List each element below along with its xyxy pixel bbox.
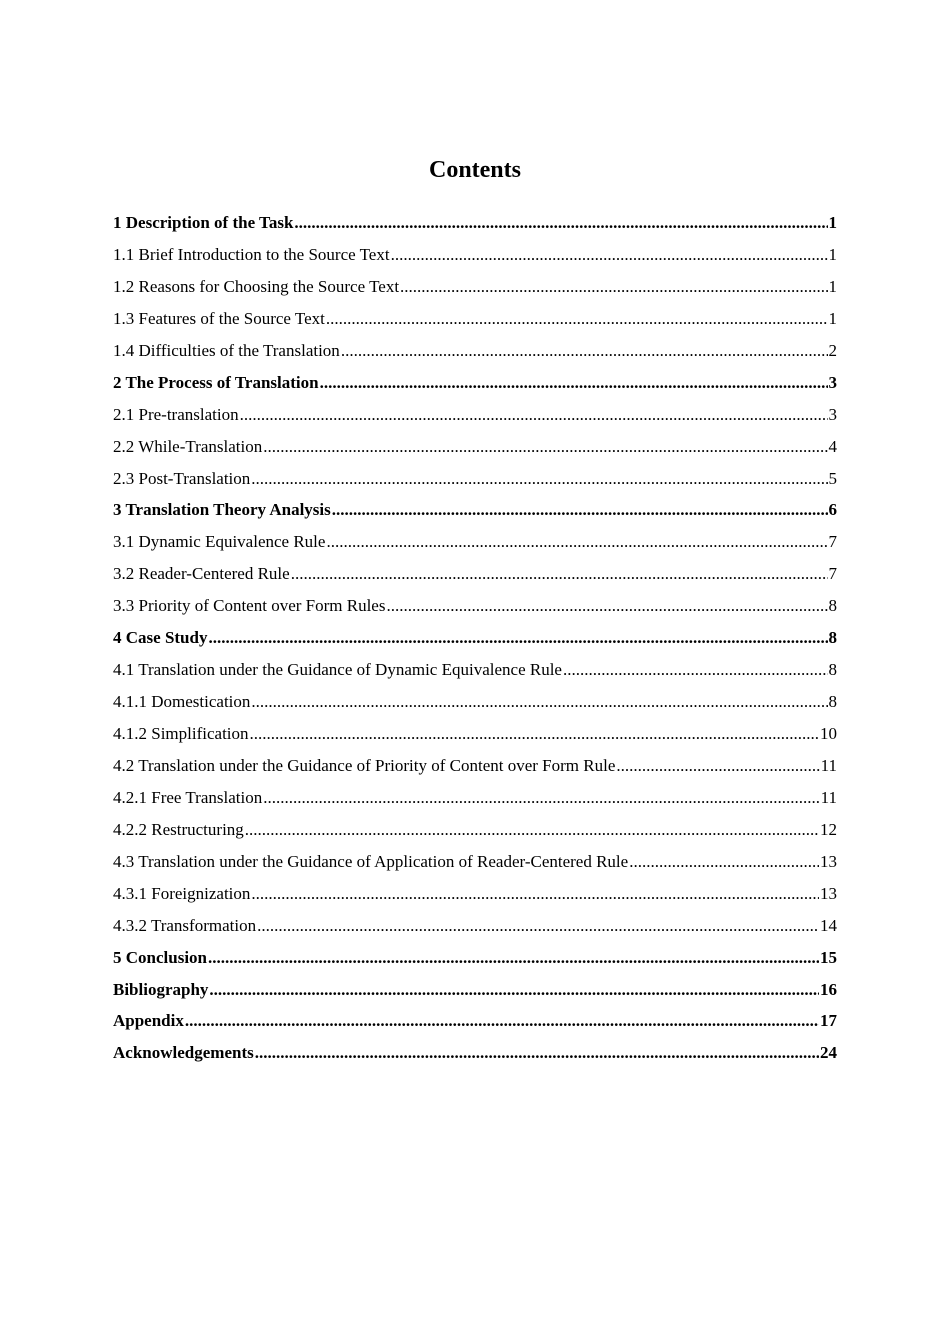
toc-entry-page-number: 12: [820, 819, 837, 839]
toc-entry[interactable]: [113, 1005, 837, 1037]
toc-entry[interactable]: [113, 814, 837, 846]
toc-entry-label: 4.3.1 Foreignization: [113, 883, 251, 903]
toc-entry[interactable]: [113, 207, 837, 239]
toc-entry-label: 1.4 Difficulties of the Translation: [113, 340, 340, 360]
toc-entry-label: 2.2 While-Translation: [113, 436, 263, 456]
toc-dot-leader: [616, 750, 819, 782]
toc-dot-leader: [400, 271, 827, 303]
toc-dot-leader: [294, 207, 827, 239]
toc-entry[interactable]: [113, 335, 837, 367]
toc-entry-page-number: 10: [820, 724, 837, 743]
toc-entry-label: 1.1 Brief Introduction to the Source Text: [113, 244, 390, 264]
toc-dot-leader: [291, 558, 828, 590]
toc-entry-page-number: 14: [820, 915, 837, 935]
toc-entry-page-number: 3: [828, 372, 837, 392]
toc-entry[interactable]: [113, 526, 837, 558]
toc-entry[interactable]: [113, 750, 837, 782]
toc-entry[interactable]: [113, 239, 837, 271]
toc-entry-page-number: 1: [828, 244, 837, 264]
toc-entry-page-number: 1: [828, 308, 837, 328]
toc-dot-leader: [263, 431, 827, 463]
toc-entry-page-number: 11: [820, 787, 837, 807]
toc-entry-page-number: 7: [828, 532, 837, 552]
toc-entry-page-number: 24: [820, 1043, 837, 1063]
toc-entry-label: 4.1.2 Simplification: [113, 724, 249, 743]
toc-entry[interactable]: [113, 782, 837, 814]
toc-entry[interactable]: [113, 622, 837, 654]
toc-entry-label: Appendix: [113, 1011, 184, 1031]
toc-entry[interactable]: [113, 846, 837, 878]
toc-entry-page-number: 13: [820, 883, 837, 903]
toc-entry[interactable]: [113, 558, 837, 590]
toc-entry[interactable]: [113, 303, 837, 335]
toc-entry-label: 4.1 Translation under the Guidance of Dynamic Equivalence Rule: [113, 660, 562, 680]
toc-dot-leader: [240, 399, 828, 431]
toc-dot-leader: [563, 654, 828, 686]
toc-entry-page-number: 13: [820, 851, 837, 871]
toc-entry-page-number: 5: [828, 468, 837, 488]
toc-dot-leader: [341, 335, 828, 367]
toc-entry-page-number: 8: [828, 628, 837, 648]
toc-entry[interactable]: [113, 974, 837, 1006]
toc-dot-leader: [629, 846, 819, 878]
toc-entry[interactable]: [113, 463, 837, 495]
toc-entry-label: 3.2 Reader-Centered Rule: [113, 564, 290, 584]
toc-entry[interactable]: [113, 878, 837, 910]
toc-entry-label: 2.3 Post-Translation: [113, 468, 251, 488]
toc-dot-leader: [332, 494, 828, 526]
toc-entry-label: 4.3.2 Transformation: [113, 915, 257, 935]
toc-entry[interactable]: [113, 431, 837, 463]
toc-entry-page-number: 8: [828, 692, 837, 712]
toc-entry-label: 1.2 Reasons for Choosing the Source Text: [113, 276, 400, 296]
toc-entry-page-number: 6: [828, 500, 837, 520]
toc-dot-leader: [326, 526, 827, 558]
toc-entry-page-number: 8: [828, 596, 837, 616]
toc-entry-page-number: 16: [820, 979, 837, 999]
toc-entry[interactable]: [113, 399, 837, 431]
toc-entry-page-number: 1: [828, 276, 837, 296]
toc-entry-label: 2.1 Pre-translation: [113, 404, 239, 424]
toc-entry-label: 3.1 Dynamic Equivalence Rule: [113, 532, 326, 552]
toc-dot-leader: [208, 622, 827, 654]
toc-entry-label: 4.3 Translation under the Guidance of Application of Reader-Centered Rule: [113, 851, 629, 871]
toc-entry[interactable]: [113, 590, 837, 622]
toc-entry-label: 1.3 Features of the Source Text: [113, 308, 325, 328]
toc-entry-label: 4 Case Study: [113, 628, 208, 648]
toc-dot-leader: [251, 463, 827, 495]
page-title: Contents: [428, 157, 521, 184]
toc-dot-leader: [209, 974, 819, 1006]
toc-entry-label: 3 Translation Theory Analysis: [113, 500, 331, 520]
toc-entry[interactable]: [113, 942, 837, 974]
toc-entry-label: 4.2.2 Restructuring: [113, 819, 244, 839]
toc-entry[interactable]: [113, 718, 837, 750]
toc-dot-leader: [320, 367, 828, 399]
toc-entry-label: 2 The Process of Translation: [113, 372, 319, 392]
toc-entry-label: 4.1.1 Domestication: [113, 692, 251, 712]
toc-dot-leader: [391, 239, 828, 271]
toc-entry-label: 1 Description of the Task: [113, 213, 294, 232]
toc-dot-leader: [250, 718, 819, 750]
toc-entry[interactable]: [113, 494, 837, 526]
toc-dot-leader: [386, 590, 827, 622]
toc-dot-leader: [326, 303, 828, 335]
toc-dot-leader: [263, 782, 819, 814]
toc-dot-leader: [185, 1005, 819, 1037]
toc-entry-page-number: 2: [828, 340, 837, 360]
toc-dot-leader: [255, 1037, 819, 1069]
toc-entry-page-number: 8: [828, 660, 837, 680]
toc-entry[interactable]: [113, 686, 837, 718]
toc-entry-page-number: 3: [828, 404, 837, 424]
toc-dot-leader: [251, 878, 819, 910]
toc-dot-leader: [257, 910, 819, 942]
toc-entry-label: Acknowledgements: [113, 1043, 254, 1063]
toc-entry-label: 3.3 Priority of Content over Form Rules: [113, 596, 386, 616]
toc-entry[interactable]: [113, 654, 837, 686]
toc-dot-leader: [208, 942, 819, 974]
toc-dot-leader: [251, 686, 827, 718]
toc-entry[interactable]: [113, 367, 837, 399]
toc-entry-label: Bibliography: [113, 979, 209, 999]
toc-dot-leader: [245, 814, 819, 846]
toc-entry-label: 5 Conclusion: [113, 947, 207, 967]
toc-entry-page-number: 7: [828, 564, 837, 584]
toc-entry-label: 4.2 Translation under the Guidance of Priority of Content over Form Rule: [113, 755, 616, 775]
toc-entry[interactable]: [113, 910, 837, 942]
table-of-contents: [113, 207, 837, 1069]
toc-entry-page-number: 1: [828, 213, 837, 232]
toc-entry-page-number: 15: [820, 947, 837, 967]
toc-entry-page-number: 4: [828, 436, 837, 456]
toc-entry[interactable]: [113, 1037, 837, 1069]
toc-entry[interactable]: [113, 271, 837, 303]
toc-entry-page-number: 17: [820, 1011, 837, 1031]
toc-entry-page-number: 11: [820, 755, 837, 775]
toc-entry-label: 4.2.1 Free Translation: [113, 787, 263, 807]
